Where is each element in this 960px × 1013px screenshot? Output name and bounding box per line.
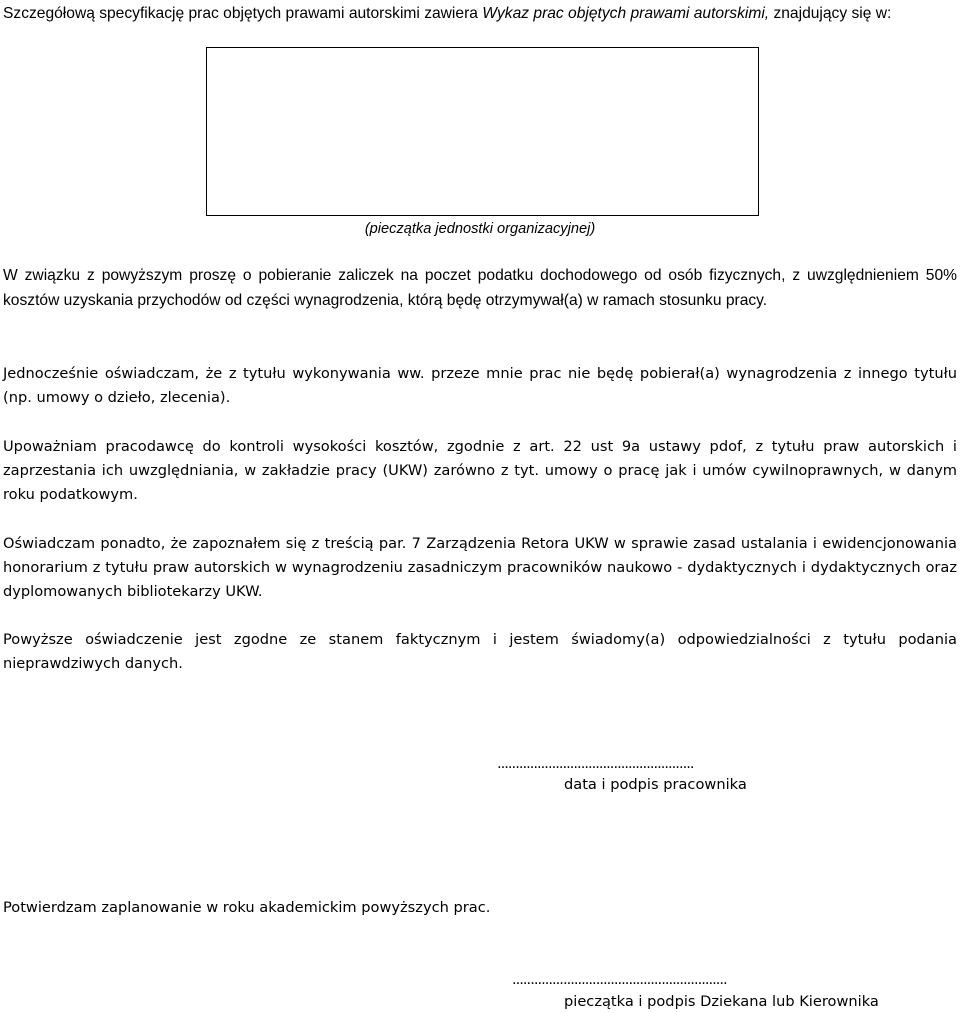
truthfulness-paragraph: Powyższe oświadczenie jest zgodne ze stanem faktycznym i jestem świadomy(a) odpowiedzialności z tytułu podania nieprawdziwych danych.: [3, 631, 957, 672]
stamp-caption: (pieczątka jednostki organizacyjnej): [364, 221, 596, 237]
simultaneous-declaration-paragraph: Jednocześnie oświadczam, że z tytułu wykonywania ww. przeze mnie prac nie będę pobierał(a) wynagrodzenia z innego tytułu (np. umowy o dzieło, zlecenia).: [3, 365, 957, 406]
dean-signature-line: ...........................................................: [512, 971, 727, 988]
intro-paragraph: [3, 2, 957, 27]
stamp-box: [206, 47, 759, 216]
intro-text-italic: Wykaz prac objętych prawami autorskimi,: [482, 5, 770, 22]
dean-signature-label: pieczątka i podpis Dziekana lub Kierownika: [564, 993, 879, 1010]
withholding-paragraph: W związku z powyższym proszę o pobieranie zaliczek na poczet podatku dochodowego od osób fizycznych, z uwzględnieniem 50% kosztów uzyskania przychodów od części wynagrodzenia, którą będę otrzymywał(a) w ramach stosunku pracy.: [3, 267, 957, 309]
authorization-paragraph: Upoważniam pracodawcę do kontroli wysokości kosztów, zgodnie z art. 22 ust 9a ustawy pdof, z tytułu praw autorskich i zaprzestania ich uwzględniania, w zakładzie pracy (UKW) zarówno z tyt. umowy o pracę jak i umów cywilnoprawnych, w danym roku podatkowym.: [3, 438, 957, 503]
document-page: [3, 0, 957, 1013]
regulation-paragraph: Oświadczam ponadto, że zapoznałem się z treścią par. 7 Zarządzenia Retora UKW w sprawie zasad ustalania i ewidencjonowania honorarium z tytułu praw autorskich w wynagrodzeniu zasadniczym pracowników naukowo - dydaktycznych i dydaktycznych oraz dyplomowanych bibliotekarzy UKW.: [3, 535, 957, 600]
intro-text-before: Szczegółową specyfikację prac objętych prawami autorskimi zawiera: [3, 5, 483, 22]
intro-text-after: znajdujący się w:: [769, 5, 892, 22]
employee-signature-label: data i podpis pracownika: [564, 776, 747, 793]
employee-signature-line: ......................................................: [497, 755, 694, 772]
confirmation-paragraph: Potwierdzam zaplanowanie w roku akademickim powyższych prac.: [3, 899, 491, 916]
